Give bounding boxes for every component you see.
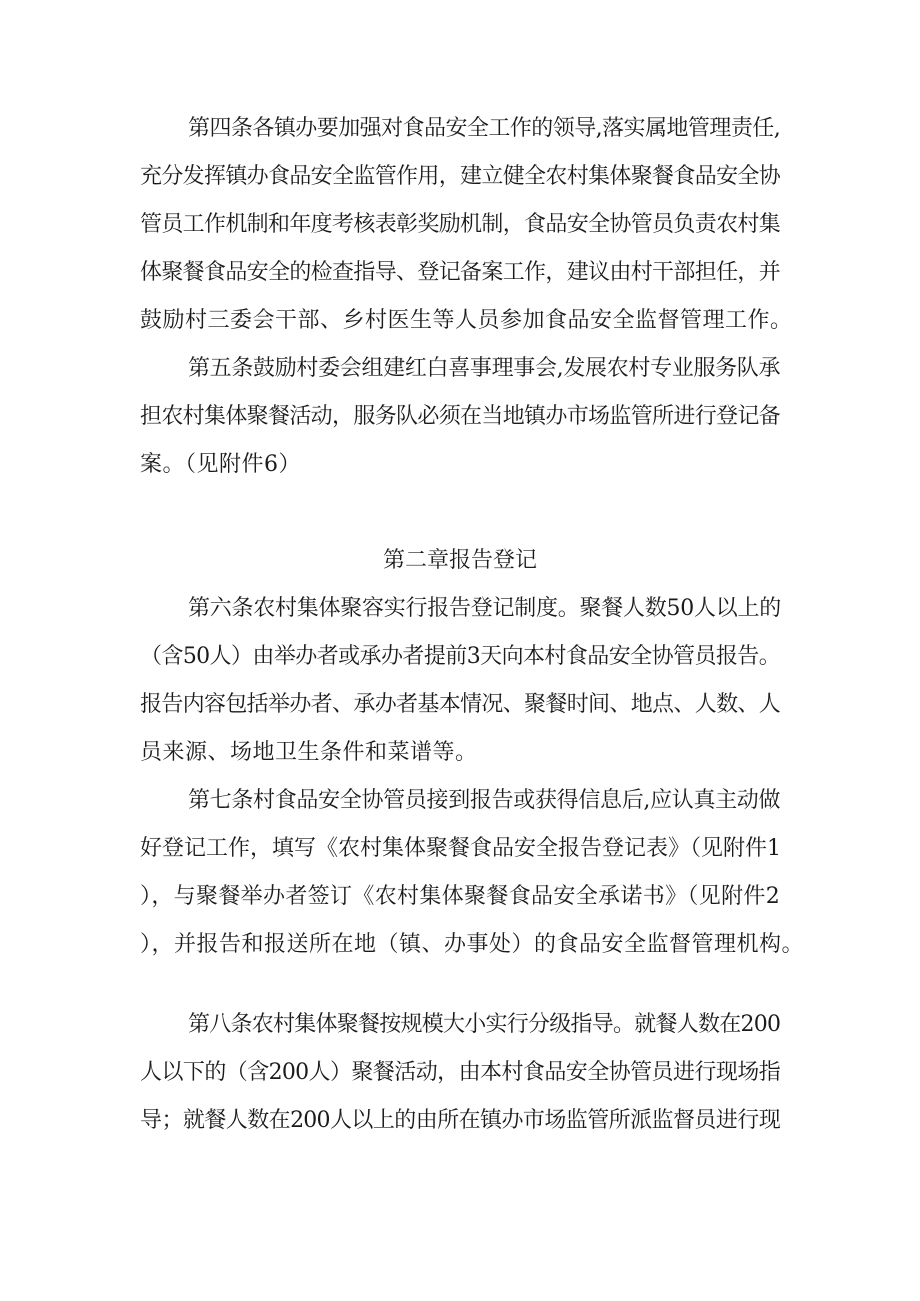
article4-line-2: 充分发挥镇办食品安全监管作用，建立健全农村集体聚餐食品安全协 bbox=[140, 164, 780, 189]
article7-line-2: 好登记工作，填写《农村集体聚餐食品安全报告登记表》（见附件1 bbox=[140, 836, 781, 861]
article8-line-3: 导；就餐人数在200人以上的由所在镇办市场监管所派监督员进行现 bbox=[140, 1108, 780, 1133]
article4-line-1: 第四条各镇办要加强对食品安全工作的领导,落实属地管理责任, bbox=[188, 116, 780, 141]
article5-line-3: 案。（见附件6） bbox=[140, 452, 301, 477]
article4-line-3: 管员工作机制和年度考核表彰奖励机制，食品安全协管员负责农村集 bbox=[140, 212, 780, 237]
chapter-heading: 第二章报告登记 bbox=[382, 548, 537, 573]
article7-line-1: 第七条村食品安全协管员接到报告或获得信息后,应认真主动做 bbox=[188, 788, 780, 813]
article8-line-2: 人以下的（含200人）聚餐活动，由本村食品安全协管员进行现场指 bbox=[140, 1060, 780, 1085]
article6-line-4: 员来源、场地卫生条件和菜谱等。 bbox=[140, 740, 478, 765]
article5-line-2: 担农村集体聚餐活动，服务队必须在当地镇办市场监管所进行登记备 bbox=[140, 404, 780, 429]
article6-line-2: （含50人）由举办者或承办者提前3天向本村食品安全协管员报告。 bbox=[140, 644, 780, 669]
article7-line-3: ），与聚餐举办者签订《农村集体聚餐食品安全承诺书》（见附件2 bbox=[140, 884, 780, 909]
article4-line-4: 体聚餐食品安全的检查指导、登记备案工作，建议由村干部担任，并 bbox=[140, 260, 780, 285]
article6-line-3: 报告内容包括举办者、承办者基本情况、聚餐时间、地点、人数、人 bbox=[140, 692, 780, 717]
article8-line-1: 第八条农村集体聚餐按规模大小实行分级指导。就餐人数在200 bbox=[188, 1012, 781, 1037]
article6-line-1: 第六条农村集体聚容实行报告登记制度。聚餐人数50人以上的 bbox=[188, 596, 781, 621]
article4-line-5: 鼓励村三委会干部、乡村医生等人员参加食品安全监督管理工作。 bbox=[140, 308, 793, 333]
article5-line-1: 第五条鼓励村委会组建红白喜事理事会,发展农村专业服务队承 bbox=[188, 356, 780, 381]
article7-line-4: ），并报告和报送所在地（镇、办事处）的食品安全监督管理机构。 bbox=[140, 932, 805, 957]
